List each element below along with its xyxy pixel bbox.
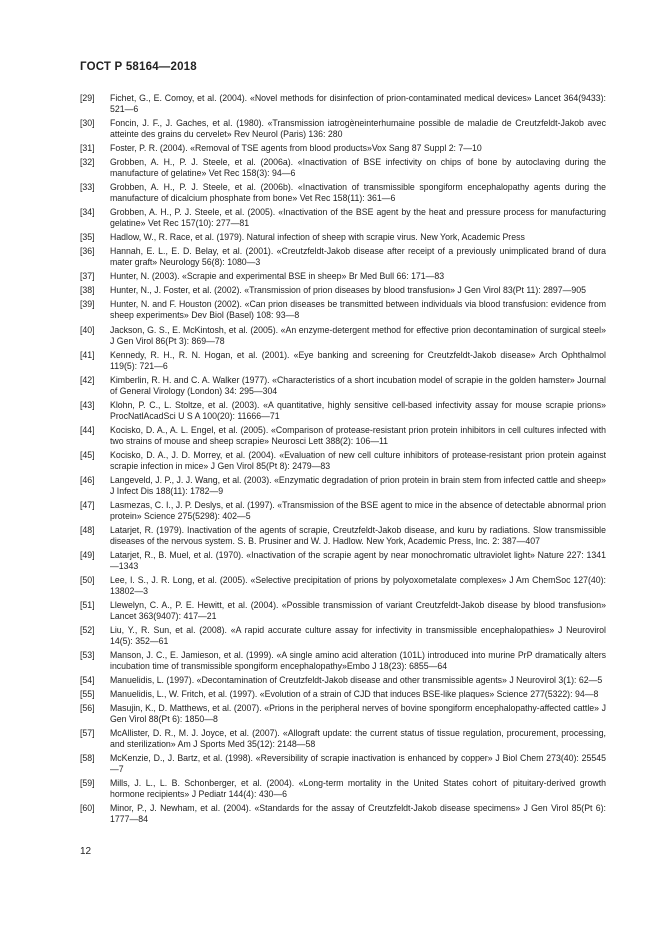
reference-number: [44] bbox=[80, 424, 95, 435]
reference-number: [60] bbox=[80, 803, 95, 814]
reference-number: [56] bbox=[80, 703, 95, 714]
reference-text: Kocisko, D. A., J. D. Morrey, et al. (2004). «Evaluation of new cell culture inhibitors of protease-resistant prion protein against scrapie infection in mice» J Gen Virol 85(Pt 8): 2479—83 bbox=[110, 449, 606, 471]
bibliography-entry bbox=[80, 375, 606, 397]
bibliography-entry bbox=[80, 143, 606, 154]
reference-number: [55] bbox=[80, 689, 95, 700]
reference-text: Lasmezas, C. I., J. P. Deslys, et al. (1997). «Transmission of the BSE agent to mice in the absence of detectable abnormal prion protein» Science 275(5298): 402—5 bbox=[110, 499, 606, 521]
reference-text: Kimberlin, R. H. and C. A. Walker (1977). «Characteristics of a short incubation model of scrapie in the golden hamster» Journal of General Virology (London) 34: 295—304 bbox=[110, 374, 606, 396]
bibliography-entry bbox=[80, 650, 606, 672]
bibliography-entry bbox=[80, 675, 606, 686]
reference-number: [36] bbox=[80, 246, 95, 257]
reference-number: [51] bbox=[80, 600, 95, 611]
reference-text: Minor, P., J. Newham, et al. (2004). «Standards for the assay of Creutzfeldt-Jakob disease specimens» J Gen Virol 85(Pt 6): 1777—84 bbox=[110, 803, 606, 825]
reference-number: [57] bbox=[80, 728, 95, 739]
bibliography-entry bbox=[80, 689, 606, 700]
reference-text: Manuelidis, L., W. Fritch, et al. (1997). «Evolution of a strain of CJD that induces BSE-like plaques» Science 277(5322): 94—8 bbox=[110, 689, 599, 700]
bibliography-entry bbox=[80, 728, 606, 750]
reference-text: McKenzie, D., J. Bartz, et al. (1998). «Reversibility of scrapie inactivation is enhanced by copper» J Biol Chem 273(40): 25545—7 bbox=[110, 753, 606, 775]
reference-number: [42] bbox=[80, 374, 95, 385]
bibliography-entry bbox=[80, 450, 606, 472]
reference-text: Grobben, A. H., P. J. Steele, et al. (2006a). «Inactivation of BSE infectivity on chips of bone by autoclaving during the manufacture of gelatine» Vet Rec 158(3): 94—6 bbox=[110, 157, 606, 179]
bibliography-entry bbox=[80, 803, 606, 825]
reference-text: Hadlow, W., R. Race, et al. (1979). Natural infection of sheep with scrapie virus. New York, Academic Press bbox=[110, 232, 525, 243]
bibliography-entry bbox=[80, 703, 606, 725]
reference-text: Hannah, E. L., E. D. Belay, et al. (2001). «Creutzfeldt-Jakob disease after receipt of a previously unimplicated brand of dura mater graft» Neurology 56(8): 1080—3 bbox=[110, 246, 606, 268]
reference-text: Masujin, K., D. Matthews, et al. (2007). «Prions in the peripheral nerves of bovine spongiform encephalopathy-affected cattle» J Gen Virol 88(Pt 6): 1850—8 bbox=[110, 703, 606, 725]
reference-text: Langeveld, J. P., J. J. Wang, et al. (2003). «Enzymatic degradation of prion protein in brain stem from infected cattle and sheep» J Infect Dis 188(11): 1782—9 bbox=[110, 474, 606, 496]
reference-number: [33] bbox=[80, 182, 95, 193]
reference-text: Klohn, P. C., L. Stoltze, et al. (2003). «A quantitative, highly sensitive cell-based infectivity assay for mouse scrapie prions» ProcNatlAcadSci U S A 100(20): 11666—71 bbox=[110, 399, 606, 421]
reference-text: Kocisko, D. A., A. L. Engel, et al. (2005). «Comparison of protease-resistant prion protein inhibitors in cell cultures infected with two strains of mouse and sheep scrapie» Neurosci Lett 388(2): 106—11 bbox=[110, 424, 606, 446]
reference-number: [47] bbox=[80, 499, 95, 510]
bibliography-entry bbox=[80, 625, 606, 647]
reference-number: [54] bbox=[80, 675, 95, 686]
reference-number: [34] bbox=[80, 207, 95, 218]
reference-number: [30] bbox=[80, 118, 95, 129]
bibliography-list bbox=[80, 93, 606, 829]
reference-text: Latarjet, R., B. Muel, et al. (1970). «Inactivation of the scrapie agent by near monochromatic ultraviolet light» Nature 227: 1341—1343 bbox=[110, 549, 606, 571]
reference-number: [39] bbox=[80, 299, 95, 310]
reference-text: Manson, J. C., E. Jamieson, et al. (1999). «A single amino acid alteration (101L) introduced into murine PrP dramatically alters incubation time of transmissible spongiform encephalopathy»Embo J 18(23): 6855—64 bbox=[110, 650, 606, 672]
reference-text: Kennedy, R. H., R. N. Hogan, et al. (2001). «Eye banking and screening for Creutzfeldt-Jakob disease» Arch Ophthalmol 119(5): 721—6 bbox=[110, 349, 606, 371]
reference-text: Mills, J. L., L. B. Schonberger, et al. (2004). «Long-term mortality in the United States cohort of pituitary-derived growth hormone recipients» J Pediatr 144(4): 430—6 bbox=[110, 778, 606, 800]
reference-number: [45] bbox=[80, 449, 95, 460]
reference-number: [37] bbox=[80, 271, 95, 282]
reference-text: McAllister, D. R., M. J. Joyce, et al. (2007). «Allograft update: the current status of tissue regulation, procurement, processing, and sterilization» Am J Sports Med 35(12): 2148—58 bbox=[110, 728, 606, 750]
bibliography-entry bbox=[80, 475, 606, 497]
reference-number: [40] bbox=[80, 324, 95, 335]
bibliography-entry bbox=[80, 575, 606, 597]
reference-number: [32] bbox=[80, 157, 95, 168]
bibliography-entry bbox=[80, 325, 606, 347]
bibliography-entry bbox=[80, 207, 606, 229]
reference-text: Llewelyn, C. A., P. E. Hewitt, et al. (2004). «Possible transmission of variant Creutzfeldt-Jakob disease by blood transfusion» Lancet 363(9407): 417—21 bbox=[110, 600, 606, 622]
bibliography-entry bbox=[80, 778, 606, 800]
bibliography-entry bbox=[80, 157, 606, 179]
reference-number: [31] bbox=[80, 143, 95, 154]
reference-text: Manuelidis, L. (1997). «Decontamination of Creutzfeldt-Jakob disease and other transmissible agents» J Neurovirol 3(1): 62—5 bbox=[110, 675, 603, 686]
reference-number: [49] bbox=[80, 549, 95, 560]
reference-number: [59] bbox=[80, 778, 95, 789]
bibliography-entry bbox=[80, 753, 606, 775]
reference-number: [53] bbox=[80, 650, 95, 661]
reference-text: Liu, Y., R. Sun, et al. (2008). «A rapid accurate culture assay for infectivity in transmissible encephalopathies» J Neurovirol 14(5): 352—61 bbox=[110, 625, 606, 647]
bibliography-entry bbox=[80, 500, 606, 522]
bibliography-entry bbox=[80, 400, 606, 422]
bibliography-entry bbox=[80, 525, 606, 547]
reference-text: Latarjet, R. (1979). Inactivation of the agents of scrapie, Creutzfeldt-Jakob disease, and kuru by radiations. Slow transmissible diseases of the nervous system. S. B. Prusiner and W. J. Hadlow. New York, Academic Press, Inc. 2: 387—407 bbox=[110, 524, 606, 546]
bibliography-entry bbox=[80, 271, 606, 282]
reference-number: [38] bbox=[80, 285, 95, 296]
reference-text: Foncin, J. F., J. Gaches, et al. (1980). «Transmission iatrogèneinterhumaine possible de maladie de Creutzfeldt-Jakob avec atteinte des grains du cervelet» Rev Neurol (Paris) 136: 280 bbox=[110, 118, 606, 140]
reference-number: [29] bbox=[80, 93, 95, 103]
bibliography-entry bbox=[80, 232, 606, 243]
reference-number: [48] bbox=[80, 524, 95, 535]
reference-text: Hunter, N. (2003). «Scrapie and experimental BSE in sheep» Br Med Bull 66: 171—83 bbox=[110, 271, 445, 282]
reference-number: [52] bbox=[80, 625, 95, 636]
bibliography-entry bbox=[80, 350, 606, 372]
bibliography-entry bbox=[80, 550, 606, 572]
reference-number: [46] bbox=[80, 474, 95, 485]
bibliography-entry bbox=[80, 246, 606, 268]
reference-text: Lee, I. S., J. R. Long, et al. (2005). «Selective precipitation of prions by polyoxometalate complexes» J Am ChemSoc 127(40): 13802—3 bbox=[110, 574, 606, 596]
bibliography-entry bbox=[80, 285, 606, 296]
reference-number: [43] bbox=[80, 399, 95, 410]
reference-number: [50] bbox=[80, 574, 95, 585]
bibliography-entry bbox=[80, 425, 606, 447]
reference-number: [35] bbox=[80, 232, 95, 243]
reference-text: Fichet, G., E. Comoy, et al. (2004). «Novel methods for disinfection of prion-contaminated medical devices» Lancet 364(9433): 521—6 bbox=[110, 93, 606, 114]
reference-text: Grobben, A. H., P. J. Steele, et al. (2005). «Inactivation of the BSE agent by the heat and pressure process for manufacturing gelatine» Vet Rec 157(10): 277—81 bbox=[110, 207, 606, 229]
bibliography-entry bbox=[80, 600, 606, 622]
bibliography-entry bbox=[80, 118, 606, 140]
bibliography-entry bbox=[80, 93, 606, 115]
reference-text: Grobben, A. H., P. J. Steele, et al. (2006b). «Inactivation of transmissible spongiform encephalopathy agents during the manufacture of dicalcium phosphate from bone» Vet Rec 158(11): 361—6 bbox=[110, 182, 606, 204]
bibliography-entry bbox=[80, 299, 606, 321]
standard-code-header: ГОСТ Р 58164—2018 bbox=[80, 61, 197, 73]
reference-number: [58] bbox=[80, 753, 95, 764]
reference-text: Foster, P. R. (2004). «Removal of TSE agents from blood products»Vox Sang 87 Suppl 2: 7—10 bbox=[110, 143, 482, 154]
reference-text: Hunter, N., J. Foster, et al. (2002). «Transmission of prion diseases by blood transfusion» J Gen Virol 83(Pt 11): 2897—905 bbox=[110, 285, 586, 296]
reference-text: Jackson, G. S., E. McKintosh, et al. (2005). «An enzyme-detergent method for effective prion decontamination of surgical steel» J Gen Virol 86(Pt 3): 869—78 bbox=[110, 324, 606, 346]
page-number: 12 bbox=[80, 846, 92, 857]
reference-number: [41] bbox=[80, 349, 95, 360]
bibliography-entry bbox=[80, 182, 606, 204]
reference-text: Hunter, N. and F. Houston (2002). «Can prion diseases be transmitted between individuals via blood transfusion: evidence from sheep experiments» Dev Biol (Basel) 108: 93—8 bbox=[110, 299, 606, 321]
